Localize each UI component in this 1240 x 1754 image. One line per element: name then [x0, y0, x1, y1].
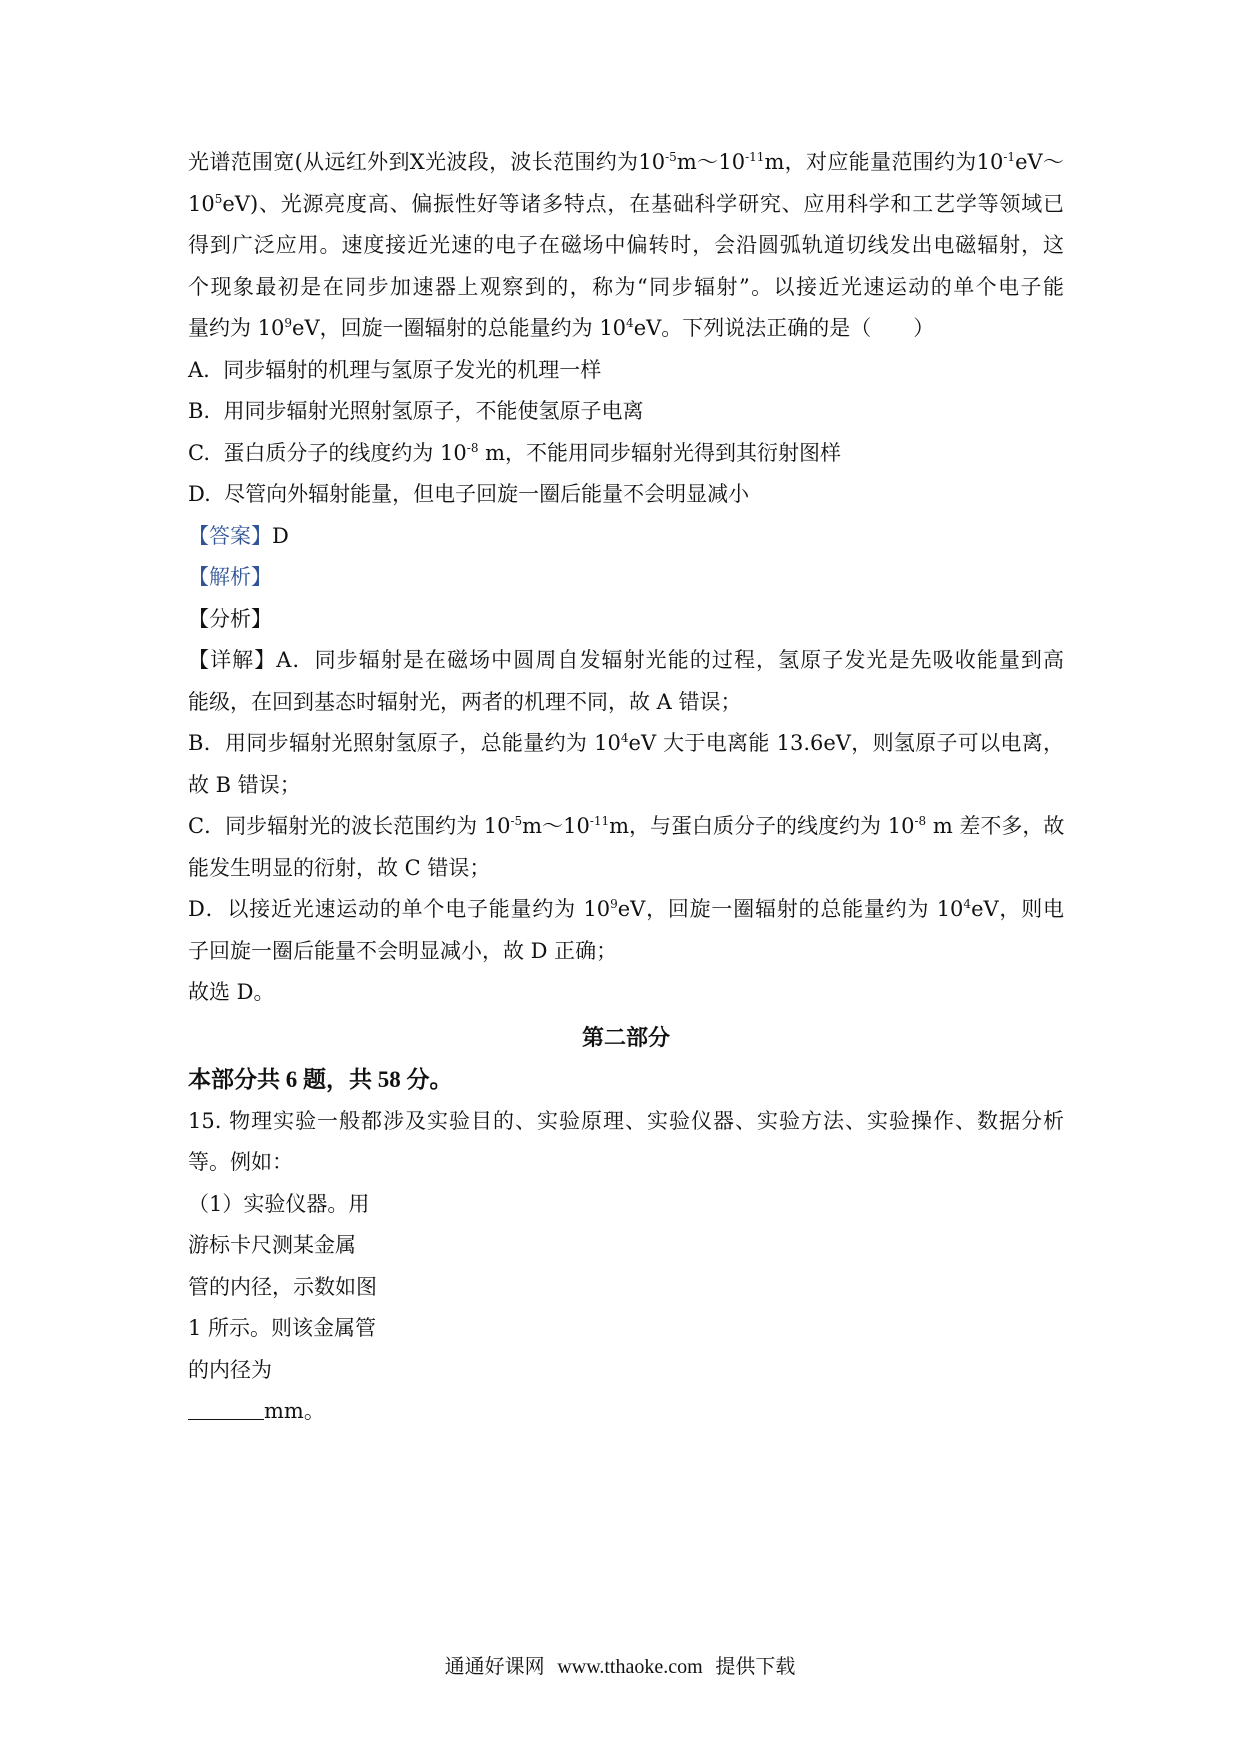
q15-sub1-line-2: 游标卡尺测某金属	[188, 1233, 356, 1257]
page-content	[188, 142, 1064, 1433]
text-run: -5	[510, 814, 523, 828]
text-run: eV，回旋一圈辐射的总能量约为 10	[292, 316, 627, 340]
text-run: 蛋白质分子的线度约为 10	[223, 440, 467, 465]
text-run: 用同步辐射光照射氢原子，不能使氢原子电离	[223, 399, 644, 423]
text-run: 4	[963, 897, 972, 911]
unit-label: mm。	[264, 1399, 325, 1423]
text-run: 故选 D。	[188, 980, 275, 1004]
q14-option-d	[188, 474, 1064, 516]
answer-blank[interactable]	[188, 1395, 264, 1420]
q14-detail-line-6	[188, 848, 1064, 890]
q14-option-b	[188, 391, 1064, 433]
text-run: -8	[466, 440, 479, 455]
q14-detail-line-9	[188, 972, 1064, 1014]
q14-detail-line-2	[188, 682, 1064, 724]
text-run: 【分析】	[188, 606, 272, 631]
text-run: m～10	[676, 150, 746, 174]
q14-answer	[188, 516, 1064, 558]
q15-stem-line-1: 15. 物理实验一般都涉及实验目的、实验原理、实验仪器、实验方法、实验操作、数据分析	[188, 1108, 1064, 1133]
q14-detail-line-8	[188, 931, 1064, 973]
q14-stem-line-4	[188, 267, 1064, 309]
text-run: 5	[214, 191, 223, 206]
q14-detail-line-1	[188, 640, 1064, 682]
text-run: 4	[626, 316, 634, 330]
text-run: 【详解】A．同步辐射是在磁场中圆周自发辐射光能的过程，氢原子发光是先吸收能量到高	[188, 648, 1064, 672]
q14-analysis-sub	[188, 599, 1064, 641]
text-run: -5	[665, 150, 677, 164]
q14-stem-line-3	[188, 225, 1064, 267]
text-run: D．以接近光速运动的单个电子能量约为 10	[188, 897, 611, 921]
text-run: 故 B 错误；	[188, 772, 301, 797]
q15-sub1-line-5: 的内径为	[188, 1357, 272, 1382]
text-run: 个现象最初是在同步加速器上观察到的，称为“同步辐射”。以接近光速运动的单个电子能	[188, 274, 1064, 299]
text-run: 【解析】	[188, 565, 272, 589]
text-run: m～10	[522, 814, 590, 838]
text-run: C．同步辐射光的波长范围约为 10	[188, 814, 511, 838]
q14-detail-line-3	[188, 723, 1064, 765]
text-run: -8	[914, 814, 927, 828]
footer-url[interactable]: www.tthaoke.com	[557, 1656, 703, 1678]
q14-detail-line-4	[188, 765, 1064, 807]
text-run: 光谱范围宽(从远红外到X光波段，波长范围约为10	[188, 150, 666, 174]
text-run: -11	[745, 150, 765, 164]
q15-stem-line-2: 等。例如：	[188, 1150, 293, 1174]
q15-sub1-line-4: 1 所示。则该金属管	[188, 1316, 377, 1340]
text-run: A.	[188, 357, 210, 382]
q15-answer-blank-line	[188, 1391, 1064, 1433]
text-run: -1	[1003, 150, 1016, 164]
q14-option-c	[188, 433, 1064, 475]
text-run: -11	[589, 814, 610, 828]
text-run: C.	[188, 440, 210, 465]
text-run: eV～	[1015, 150, 1065, 174]
q15-sub1-line-1: （1）实验仪器。用	[188, 1191, 370, 1216]
q14-stem-line-5	[188, 308, 1064, 350]
answer-value: D	[272, 523, 289, 548]
text-run: 9	[284, 316, 293, 330]
text-run: 尽管向外辐射能量，但电子回旋一圈后能量不会明显减小	[224, 482, 750, 506]
q14-stem-line-2	[188, 184, 1064, 226]
text-run: eV，回旋一圈辐射的总能量约为 10	[617, 897, 964, 921]
text-run: 能发生明显的衍射，故 C 错误；	[188, 855, 491, 880]
q14-option-a	[188, 350, 1064, 392]
text-run: eV，则电	[971, 897, 1064, 921]
q14-detail-line-5	[188, 806, 1064, 848]
footer-note: 提供下载	[715, 1654, 796, 1678]
text-run: eV 大于电离能 13.6eV，则氢原子可以电离，	[628, 731, 1065, 755]
part2-title: 第二部分	[581, 1024, 670, 1051]
text-run: D.	[188, 482, 211, 506]
text-run: m 差不多，故	[926, 814, 1065, 838]
q14-stem-line-1	[188, 142, 1064, 184]
q14-analysis-tag	[188, 557, 1064, 599]
text-run: 能级，在回到基态时辐射光，两者的机理不同，故 A 错误；	[188, 689, 742, 714]
text-run: B．用同步辐射光照射氢原子，总能量约为 10	[188, 731, 621, 755]
text-run: 同步辐射的机理与氢原子发光的机理一样	[223, 357, 602, 382]
q15-sub1-line-3: 管的内径，示数如图	[188, 1274, 377, 1299]
text-run: m，对应能量范围约为10	[764, 150, 1004, 174]
text-run: 9	[610, 897, 618, 911]
text-run: m，不能用同步辐射光得到其衍射图样	[478, 440, 842, 465]
footer-site: 通通好课网	[444, 1654, 545, 1678]
answer-tag: 【答案】	[188, 523, 272, 548]
text-run: m，与蛋白质分子的线度约为 10	[609, 814, 915, 838]
text-run: 量约为 10	[188, 316, 285, 340]
text-run: 4	[620, 731, 629, 745]
text-run: 子回旋一圈后能量不会明显减小，故 D 正确；	[188, 938, 618, 963]
text-run: 得到广泛应用。速度接近光速的电子在磁场中偏转时，会沿圆弧轨道切线发出电磁辐射，这	[188, 233, 1064, 257]
text-run: eV。下列说法正确的是（ ）	[633, 316, 935, 340]
part2-intro: 本部分共 6 题，共 58 分。	[188, 1067, 453, 1092]
text-run: eV)、光源亮度高、偏振性好等诸多特点，在基础科学研究、应用科学和工艺学等领域已	[222, 191, 1064, 216]
text-run: 10	[188, 191, 215, 216]
text-run: B.	[188, 399, 211, 423]
page-footer	[0, 1650, 1240, 1679]
q14-detail-line-7	[188, 889, 1064, 931]
